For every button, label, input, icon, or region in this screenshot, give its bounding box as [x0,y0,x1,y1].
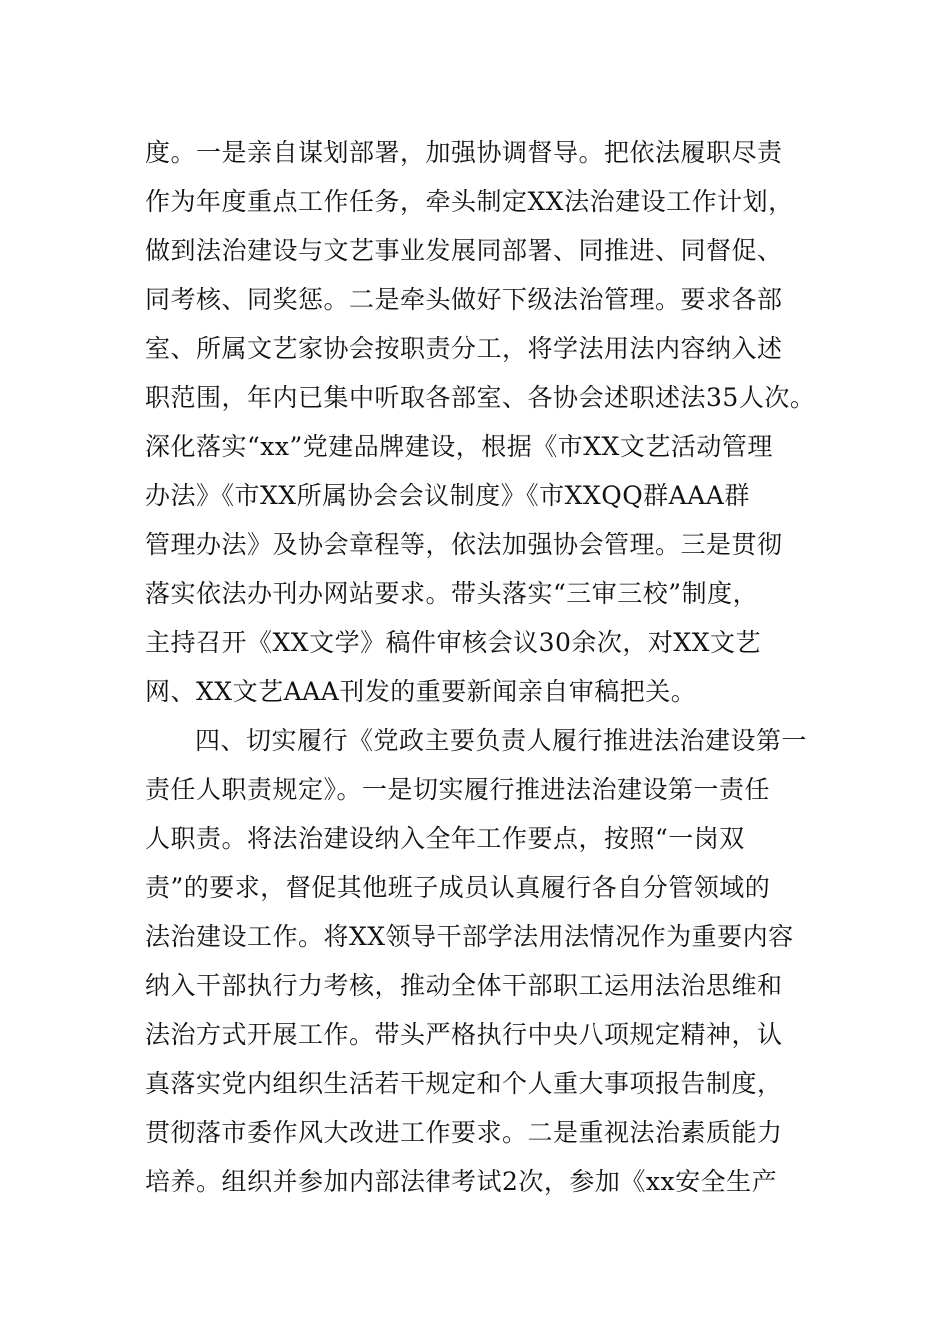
text-line: 人职责。将法治建设纳入全年工作要点，按照“一岗双 [145,824,745,853]
text-line: 法治方式开展工作。带头严格执行中央八项规定精神，认 [145,1020,783,1049]
text-line: 网、XX文艺AAA刊发的重要新闻亲自审稿把关。 [145,677,697,706]
text-line: 办法》《市XX所属协会会议制度》《市XXQQ群AAA群 [145,481,750,510]
text-line: 法治建设工作。将XX领导干部学法用法情况作为重要内容 [145,922,794,951]
text-line: 同考核、同奖惩。二是牵头做好下级法治管理。要求各部 [145,285,783,314]
text-line: 落实依法办刊办网站要求。带头落实“三审三校”制度， [145,579,759,608]
text-line: 度。一是亲自谋划部署，加强协调督导。把依法履职尽责 [145,138,783,167]
text-line: 做到法治建设与文艺事业发展同部署、同推进、同督促、 [145,236,783,265]
text-line: 贯彻落市委作风大改进工作要求。二是重视法治素质能力 [145,1118,783,1147]
text-line: 责任人职责规定》。一是切实履行推进法治建设第一责任 [145,775,771,804]
text-line: 室、所属文艺家协会按职责分工，将学法用法内容纳入述 [145,334,783,363]
text-line: 纳入干部执行力考核，推动全体干部职工运用法治思维和 [145,971,783,1000]
text-line: 责”的要求，督促其他班子成员认真履行各自分管领域的 [145,873,771,902]
text-line: 作为年度重点工作任务，牵头制定XX法治建设工作计划， [145,187,794,216]
text-line: 培养。组织并参加内部法律考试2次，参加《xx安全生产 [145,1167,778,1196]
text-line: 真落实党内组织生活若干规定和个人重大事项报告制度， [145,1069,783,1098]
text-line: 主持召开《XX文学》稿件审核会议30余次，对XX文艺 [145,628,762,657]
body-text [145,128,825,1206]
text-line: 职范围，年内已集中听取各部室、各协会述职述法35人次。 [145,383,816,412]
text-line: 深化落实“xx”党建品牌建设，根据《市XX文艺活动管理 [145,432,773,461]
text-line: 管理办法》及协会章程等，依法加强协会管理。三是贯彻 [145,530,783,559]
paragraph-heading-line: 四、切实履行《党政主要负责人履行推进法治建设第一 [195,726,808,755]
